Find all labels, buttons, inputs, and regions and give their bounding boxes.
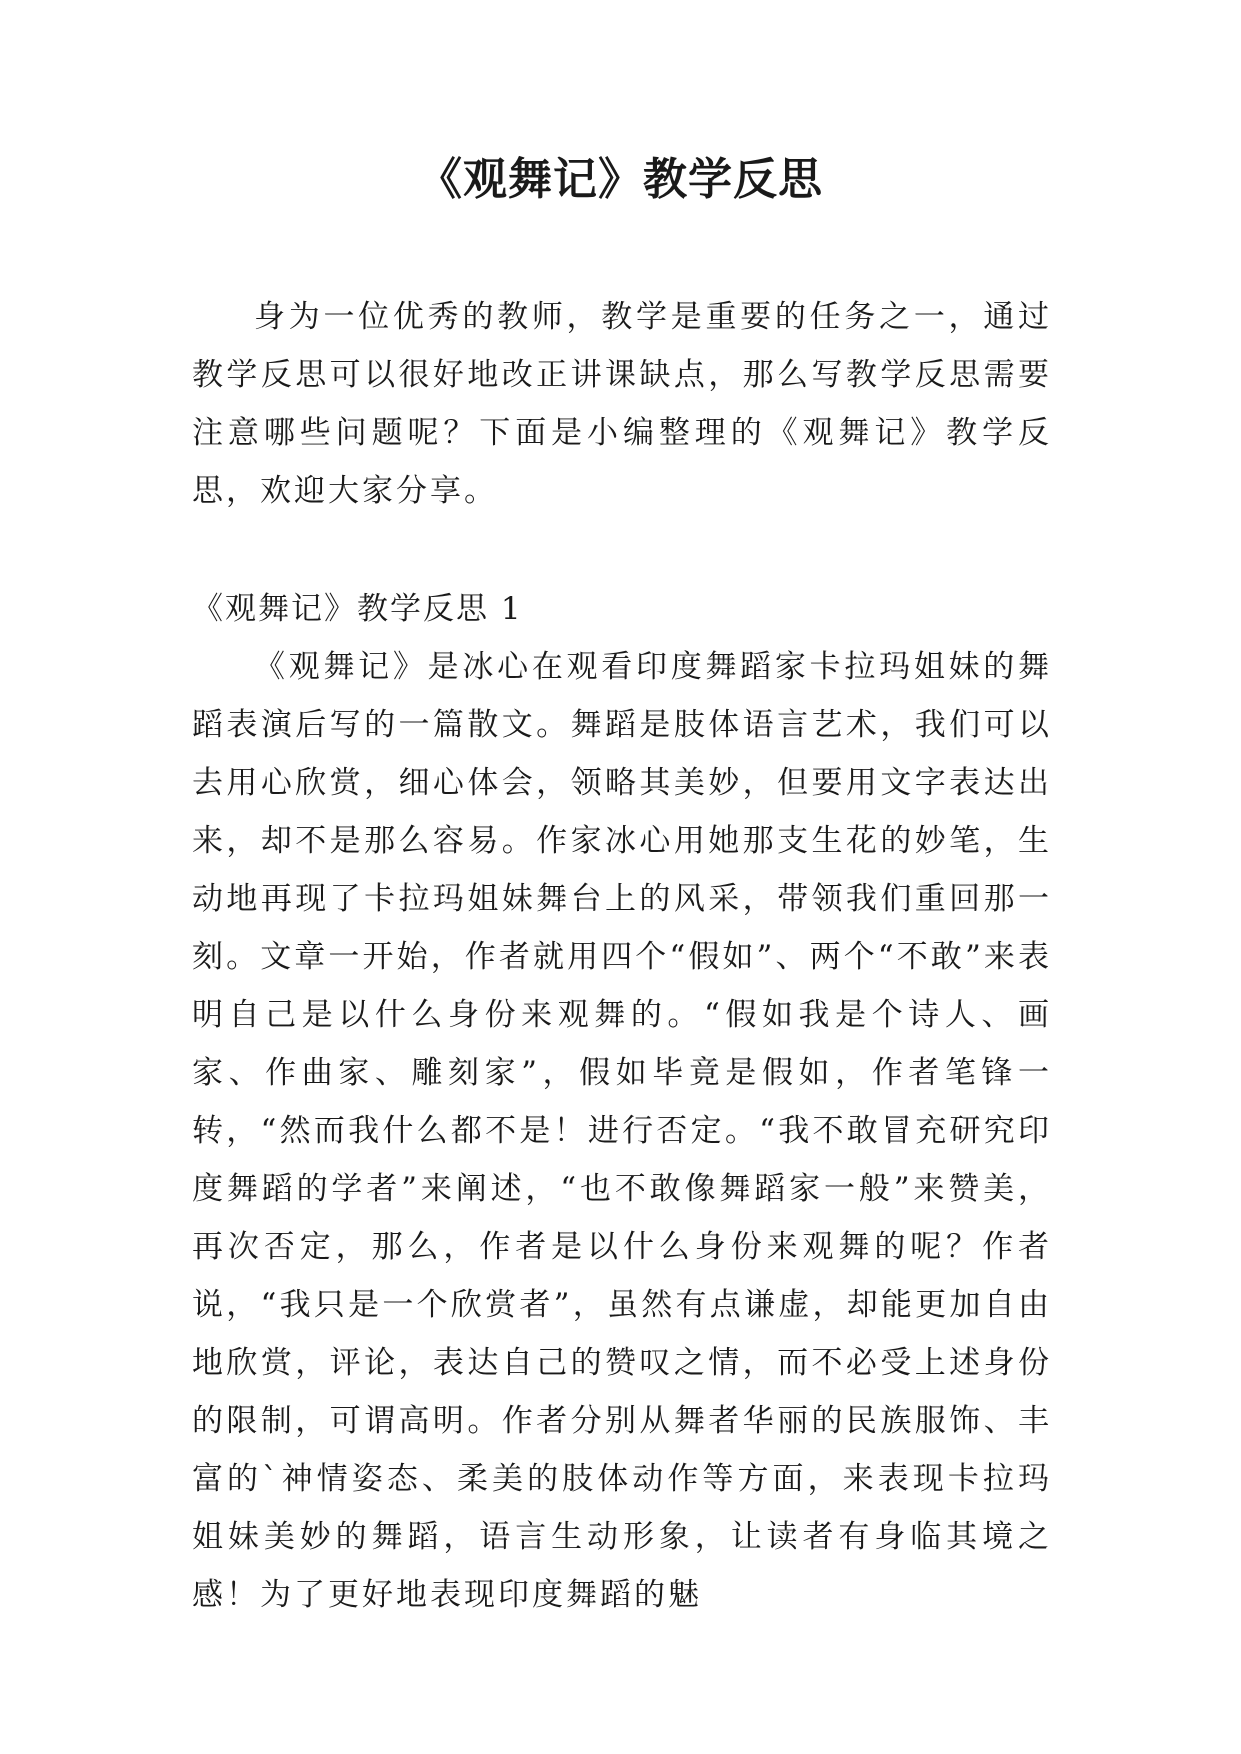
intro-paragraph: 身为一位优秀的教师，教学是重要的任务之一，通过教学反思可以很好地改正讲课缺点，那么写教学反思需要注意哪些问题呢？下面是小编整理的《观舞记》教学反思，欢迎大家分享。 <box>192 299 1052 509</box>
page-title: 《观舞记》教学反思 <box>418 154 823 205</box>
section-paragraph: 《观舞记》是冰心在观看印度舞蹈家卡拉玛姐妹的舞蹈表演后写的一篇散文。舞蹈是肢体语言艺术，我们可以去用心欣赏，细心体会，领略其美妙，但要用文字表达出来，却不是那么容易。作家冰心用她那支生花的妙笔，生动地再现了卡拉玛姐妹舞台上的风采，带领我们重回那一刻。文章一开始，作者就用四个“假如”、两个“不敢”来表明自己是以什么身份来观舞的。“假如我是个诗人、画家、作曲家、雕刻家”，假如毕竟是假如，作者笔锋一转，“然而我什么都不是！进行否定。“我不敢冒充研究印度舞蹈的学者”来阐述，“也不敢像舞蹈家一般”来赞美，再次否定，那么，作者是以什么身份来观舞的呢？作者说，“我只是一个欣赏者”，虽然有点谦虚，却能更加自由地欣赏，评论，表达自己的赞叹之情，而不必受上述身份的限制，可谓高明。作者分别从舞者华丽的民族服饰、丰富的`神情姿态、柔美的肢体动作等方面，来表现卡拉玛姐妹美妙的舞蹈，语言生动形象，让读者有身临其境之感！为了更好地表现印度舞蹈的魅 <box>192 649 1052 1613</box>
section-heading: 《观舞记》教学反思 1 <box>192 591 523 627</box>
section-body <box>192 638 1052 1624</box>
intro-block <box>192 288 1052 520</box>
